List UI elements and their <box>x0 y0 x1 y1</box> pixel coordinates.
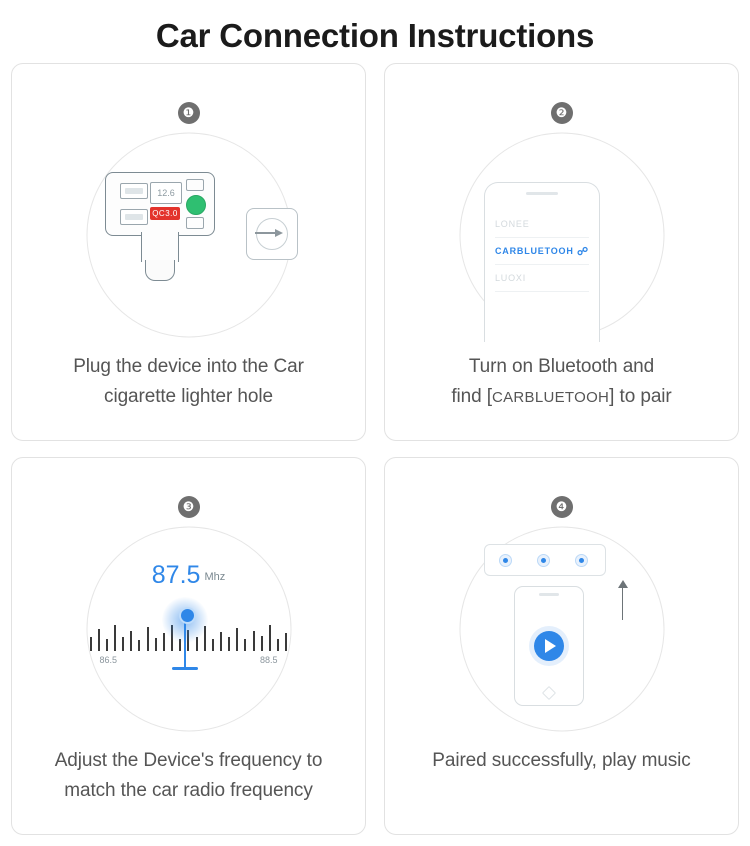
caption-line: Adjust the Device's frequency to <box>54 750 323 771</box>
step-number-4: ❹ <box>551 496 573 518</box>
step-number-1: ❶ <box>178 102 200 124</box>
bluetooth-list-item <box>495 265 589 292</box>
home-button-icon <box>541 686 555 700</box>
step-1-illustration <box>61 130 316 340</box>
step-4-caption <box>418 746 704 776</box>
speaker-dot-icon <box>537 554 550 567</box>
charger-tip <box>145 260 175 281</box>
transmit-arrow-icon <box>618 580 628 620</box>
step-card-2 <box>384 63 739 441</box>
bluetooth-icon: ☍ <box>577 245 589 258</box>
scale-max-label: 88.5 <box>259 655 278 665</box>
voltage-display: 12.6 <box>150 182 182 204</box>
step-3-illustration <box>61 524 316 734</box>
phone-mockup <box>514 586 584 706</box>
speaker-dot-icon <box>499 554 512 567</box>
frequency-value: 87.5 <box>151 561 201 589</box>
play-button-icon <box>534 631 564 661</box>
caption-line: match the car radio frequency <box>64 780 313 801</box>
bluetooth-device-name: CARBLUETOOH <box>495 246 574 256</box>
bluetooth-device-name: LONEE <box>495 219 530 229</box>
step-card-1 <box>11 63 366 441</box>
paired-devices-illustration <box>472 544 652 714</box>
caption-suffix: ] to pair <box>609 386 672 407</box>
frequency-readout <box>84 561 294 590</box>
frequency-unit: Mhz <box>204 571 226 583</box>
frequency-dial <box>84 549 294 709</box>
step-2-caption <box>437 352 685 413</box>
dial-knob <box>179 607 196 624</box>
phone-mockup <box>484 182 600 342</box>
page-title: Car Connection Instructions <box>155 17 595 54</box>
usb-port-icon <box>120 209 148 225</box>
bluetooth-list-item-selected <box>495 238 589 265</box>
speaker-dot-icon <box>575 554 588 567</box>
cigarette-lighter-socket <box>246 208 298 260</box>
caption-line: Turn on Bluetooth and <box>468 356 655 377</box>
caption-prefix: find [ <box>451 386 492 407</box>
charger-stem <box>141 232 179 262</box>
caption-line: Plug the device into the Car <box>73 356 304 377</box>
charger-body <box>105 172 215 236</box>
step-card-4 <box>384 457 739 835</box>
step-number-2: ❷ <box>551 102 573 124</box>
step-1-caption <box>59 352 318 412</box>
step-3-caption <box>41 746 337 806</box>
qc-label: QC3.0 <box>150 207 180 220</box>
dial-base <box>172 667 198 670</box>
button-icon <box>186 217 204 229</box>
scale-min-label: 86.5 <box>99 655 118 665</box>
car-stereo-unit <box>484 544 606 576</box>
step-card-3 <box>11 457 366 835</box>
phone-speaker <box>539 593 559 596</box>
bluetooth-device-name: LUOXI <box>495 273 527 283</box>
steps-grid <box>0 63 750 835</box>
car-charger-device <box>97 172 223 292</box>
step-number-3: ❸ <box>178 496 200 518</box>
caption-keyword: CARBLUETOOH <box>491 389 610 406</box>
phone-speaker <box>526 192 558 195</box>
caption-line: cigarette lighter hole <box>104 386 273 407</box>
button-icon <box>186 179 204 191</box>
insert-arrow-icon <box>255 229 285 237</box>
usb-port-icon <box>120 183 148 199</box>
caption-line <box>451 382 671 413</box>
bluetooth-list-item <box>495 211 589 238</box>
caption-line: Paired successfully, play music <box>432 750 691 771</box>
power-button-icon <box>186 195 206 215</box>
step-4-illustration <box>434 524 689 734</box>
step-2-illustration <box>434 130 689 340</box>
